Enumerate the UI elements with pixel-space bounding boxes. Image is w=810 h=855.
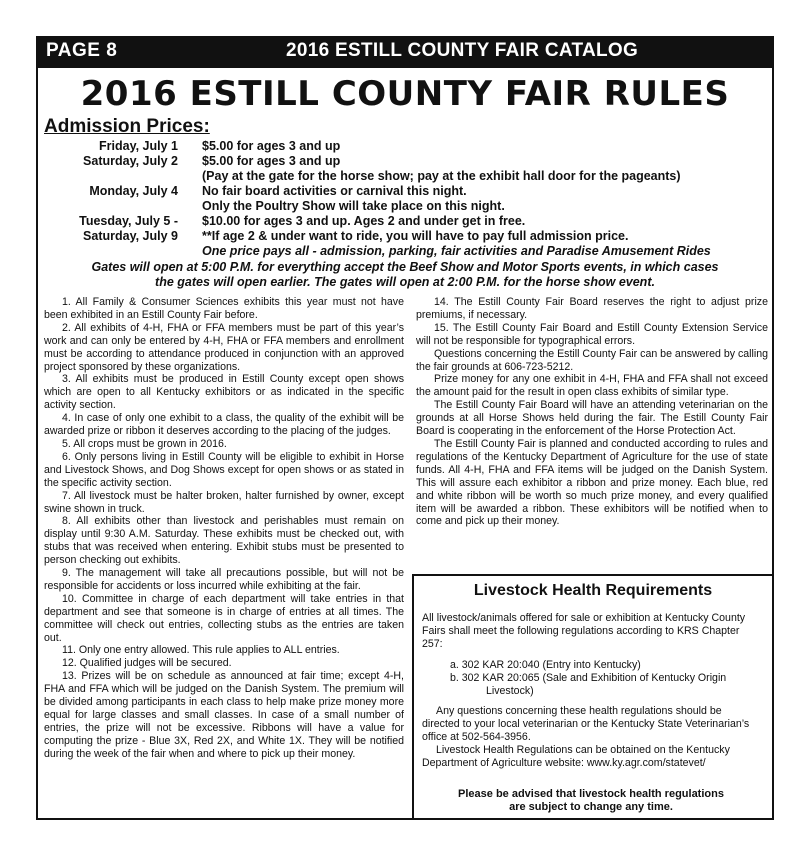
- rule-paragraph: The Estill County Fair Board will have an attending veterinarian on the grounds at all Horse Shows held during the fair. The Estill County Fair Board is cooperating in the enforcement of the Horse Protection Act.: [416, 399, 768, 438]
- admission-value: One price pays all - admission, parking, fair activities and Paradise Amusement Rides: [202, 244, 711, 258]
- rule-paragraph: 12. Qualified judges will be secured.: [62, 657, 232, 670]
- rule-paragraph: 4. In case of only one exhibit to a class, the quality of the exhibit will be awarded prize or ribbon it deserves according to the placing of the judges.: [44, 412, 404, 438]
- rule-paragraph: Prize money for any one exhibit in 4-H, FHA and FFA shall not exceed the amount paid for the result in open class exhibits of similar type.: [416, 373, 768, 399]
- rule-paragraph: Questions concerning the Estill County Fair can be answered by calling the fair grounds at 606-723-5212.: [416, 347, 768, 373]
- rule-paragraph: 13. Prizes will be on schedule as announced at fair time; except 4-H, FHA and FFA which will be judged on the Danish System. The premium will be divided among participants in each class to help make prize money more equal for large classes and small classes. In case of a small number of entries, the prize will not be excessive. Ribbons will have a value for computing the prize - Blue 3X, Red 2X, and White 1X. They will be notified during the week of the fair when and where to pick up their money.: [44, 670, 404, 760]
- rule-paragraph: 2. All exhibits of 4-H, FHA or FFA members must be part of this year’s work and can only be entered by 4-H, FHA or FFA members and enrollment must be according to attendance produced in conjunction with an approved project sponsored by these organizations.: [44, 321, 404, 373]
- rules-right-column: [416, 296, 768, 528]
- admission-label: Friday, July 1: [99, 139, 178, 153]
- rule-paragraph: 11. Only one entry allowed. This rule applies to ALL entries.: [62, 644, 340, 657]
- admission-value: $5.00 for ages 3 and up: [202, 139, 341, 153]
- page-number: PAGE 8: [46, 40, 118, 61]
- livestock-health-body: [422, 612, 760, 770]
- regulation-item: b. 302 KAR 20:065 (Sale and Exhibition of Kentucky Origin: [450, 671, 727, 684]
- livestock-note-line: are subject to change any time.: [509, 801, 673, 813]
- admission-value: **If age 2 & under want to ride, you will have to pay full admission price.: [202, 229, 629, 243]
- regulation-item-continued: Livestock): [486, 684, 534, 697]
- livestock-health-title: Livestock Health Requirements: [473, 582, 713, 599]
- rule-paragraph: 8. All exhibits other than livestock and perishables must remain on display until 9:30 A.M. Saturday. These exhibits must be checked out, with stubs that was received when entering. Exhibit stubs must be presented to person checking out exhibits.: [44, 515, 404, 567]
- livestock-note: [422, 788, 760, 814]
- page-header-bar: [36, 36, 774, 66]
- regulation-item: a. 302 KAR 20:040 (Entry into Kentucky): [450, 658, 641, 671]
- rule-paragraph: 5. All crops must be grown in 2016.: [62, 437, 227, 450]
- livestock-note-line: Please be advised that livestock health regulations: [458, 788, 724, 800]
- rule-paragraph: 7. All livestock must be halter broken, halter furnished by owner, except swine shown in truck.: [44, 489, 404, 515]
- admission-label: Saturday, July 9: [83, 229, 178, 243]
- livestock-questions: Any questions concerning these health regulations should be directed to your local veterinarian or the Kentucky State Veterinarian’s office at 502-564-3956.: [422, 705, 750, 744]
- rules-frame: [36, 66, 774, 820]
- rule-paragraph: 14. The Estill County Fair Board reserves the right to adjust prize premiums, if necessary.: [416, 296, 768, 321]
- rule-paragraph: 3. All exhibits must be produced in Estill County except open shows which are open to all Kentucky exhibitors or as indicated in the specific activity section.: [44, 373, 404, 412]
- rule-paragraph: 15. The Estill County Fair Board and Estill County Extension Service will not be responsible for typographical errors.: [416, 321, 768, 347]
- livestock-health-box: [412, 574, 772, 818]
- page-title: 2016 ESTILL COUNTY FAIR RULES: [80, 74, 730, 114]
- admission-label: Saturday, July 2: [83, 154, 178, 168]
- admission-label: Tuesday, July 5 -: [79, 214, 178, 228]
- admission-label: Monday, July 4: [89, 184, 178, 198]
- admission-value: (Pay at the gate for the horse show; pay at the exhibit hall door for the pageants): [202, 169, 681, 183]
- livestock-website: Livestock Health Regulations can be obtained on the Kentucky Department of Agriculture website: www.ky.agr.com/statevet/: [422, 744, 730, 770]
- rule-paragraph: 9. The management will take all precautions possible, but will not be responsible for accidents or loss incurred while exhibiting at the fair.: [44, 567, 404, 592]
- admission-value: Only the Poultry Show will take place on this night.: [202, 199, 505, 213]
- gates-notice-line: Gates will open at 5:00 P.M. for everything accept the Beef Show and Motor Sports events, in which cases: [91, 260, 719, 274]
- admission-value: No fair board activities or carnival this night.: [202, 184, 467, 198]
- rule-paragraph: 6. Only persons living in Estill County will be eligible to exhibit in Horse and Livestock Shows, and Dog Shows except for open shows or as stated in the specific activity section.: [44, 450, 404, 489]
- admission-value: $10.00 for ages 3 and up. Ages 2 and under get in free.: [202, 214, 526, 228]
- admission-heading: Admission Prices:: [44, 116, 210, 137]
- rule-paragraph: 1. All Family & Consumer Sciences exhibits this year must not have been exhibited in an Estill County Fair before.: [44, 296, 404, 321]
- admission-value: $5.00 for ages 3 and up: [202, 154, 341, 168]
- rules-left-column: [44, 296, 404, 761]
- catalog-title: 2016 ESTILL COUNTY FAIR CATALOG: [286, 40, 639, 61]
- rule-paragraph: The Estill County Fair is planned and conducted according to rules and regulations of the Kentucky Department of Agriculture for the use of state funds. All 4-H, FHA and FFA items will be judged on the Danish System. This will assure each exhibitor a ribbon and prize money. Each blue, red and white ribbon will be worth so much prize money, and every qualified item will be awarded a ribbon. These exhibitors will be notified when to come and pick up their money.: [416, 437, 768, 528]
- livestock-intro: All livestock/animals offered for sale or exhibition at Kentucky County Fairs shall meet the following regulations according to KRS Chapter 257:: [422, 612, 746, 650]
- rule-paragraph: 10. Committee in charge of each department will take entries in that department and see that someone is in charge of entries at all times. The committee will check out entries, collecting stubs as the entries are taken out.: [44, 592, 404, 644]
- gates-notice-line: the gates will open earlier. The gates will open at 2:00 P.M. for the horse show event.: [155, 275, 655, 289]
